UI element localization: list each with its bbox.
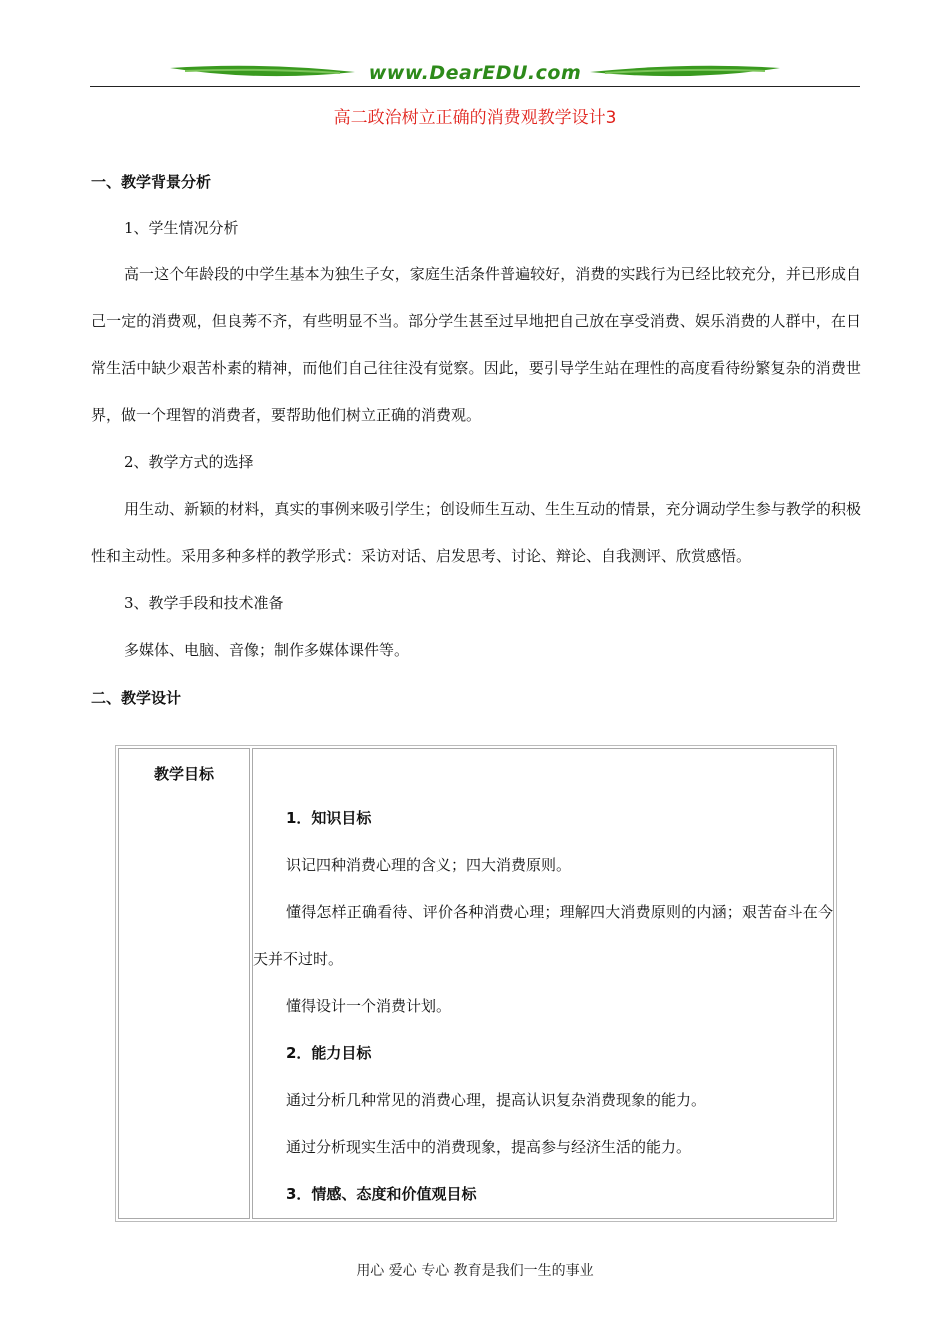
table-content-cell — [252, 748, 834, 1219]
knowledge-goal-heading: 1．知识目标 — [286, 809, 372, 827]
section-2-heading: 二、教学设计 — [91, 689, 182, 707]
tech-prep-paragraph: 多媒体、电脑、音像；制作多媒体课件等。 — [124, 641, 410, 659]
knowledge-goal-item: 懂得设计一个消费计划。 — [286, 997, 452, 1015]
subsection-2-heading: 2、教学方式的选择 — [124, 453, 254, 471]
teaching-method-paragraph: 用生动、新颖的材料，真实的事例来吸引学生；创设师生互动、生生互动的情景，充分调动学生参与教学的积极性和主动性。采用多种多样的教学形式：采访对话、启发思考、讨论、辩论、自我测评、欣赏感悟。 — [91, 500, 861, 565]
teaching-goal-label: 教学目标 — [153, 765, 214, 783]
ability-goal-item: 通过分析几种常见的消费心理，提高认识复杂消费现象的能力。 — [286, 1091, 707, 1109]
page-footer: 用心 爱心 专心 教育是我们一生的事业 — [356, 1263, 594, 1279]
table-label-cell — [118, 748, 250, 1219]
banner-logo-text[interactable]: www.DearEDU.com — [368, 62, 582, 84]
header-divider — [90, 86, 860, 87]
student-analysis-paragraph: 高一这个年龄段的中学生基本为独生子女，家庭生活条件普遍较好，消费的实践行为已经比较充分，并已形成自己一定的消费观，但良莠不齐，有些明显不当。部分学生甚至过早地把自己放在享受消费、娱乐消费的人群中，在日常生活中缺少艰苦朴素的精神，而他们自己往往没有觉察。因此，要引导学生站在理性的高度看待纷繁复杂的消费世界，做一个理智的消费者，要帮助他们树立正确的消费观。 — [91, 265, 861, 424]
subsection-3-heading: 3、教学手段和技术准备 — [124, 594, 284, 612]
ability-goal-item: 通过分析现实生活中的消费现象，提高参与经济生活的能力。 — [286, 1138, 692, 1156]
document-body — [91, 170, 861, 710]
knowledge-goal-item: 识记四种消费心理的含义；四大消费原则。 — [286, 856, 572, 874]
knowledge-goal-item: 懂得怎样正确看待、评价各种消费心理；理解四大消费原则的内涵；艰苦奋斗在今天并不过时。 — [253, 903, 833, 968]
teaching-design-table — [115, 745, 837, 1222]
section-1-heading: 一、教学背景分析 — [91, 173, 212, 191]
subsection-1-heading: 1、学生情况分析 — [124, 219, 239, 237]
document-title: 高二政治树立正确的消费观教学设计3 — [333, 108, 617, 128]
emotion-goal-heading: 3．情感、态度和价值观目标 — [286, 1185, 477, 1203]
ability-goal-heading: 2．能力目标 — [286, 1044, 372, 1062]
